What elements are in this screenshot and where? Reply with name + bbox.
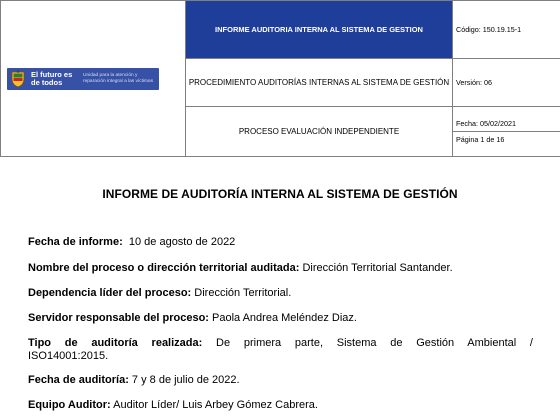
document-version: Versión: 06 <box>453 59 560 107</box>
document-code: Código: 150.19.15-1 <box>453 1 560 59</box>
field-value: Auditor Líder/ Luis Arbey Gómez Cabrera. <box>113 399 318 411</box>
field-value: ISO14001:2015. <box>28 350 109 362</box>
field-audit-type-continued <box>28 350 533 363</box>
document-date: Fecha: 05/02/2021 <box>453 114 560 132</box>
logo-entity-name: Unidad para la atención y reparación integral a las víctimas <box>83 73 154 84</box>
field-label: Nombre del proceso o dirección territorial auditada: <box>28 262 300 274</box>
field-value: De primera parte, Sistema de Gestión Ambiental / <box>216 337 533 349</box>
procedure-name: PROCEDIMIENTO AUDITORÍAS INTERNAS AL SISTEMA DE GESTIÓN <box>186 59 453 107</box>
field-label: Fecha de auditoría: <box>28 374 129 386</box>
field-value: Dirección Territorial Santander. <box>302 262 453 274</box>
field-label: Tipo de auditoría realizada: <box>28 337 203 349</box>
report-title-cell: INFORME AUDITORIA INTERNA AL SISTEMA DE GESTION <box>186 1 453 59</box>
field-responsible-official <box>28 312 533 325</box>
date-page-cell <box>453 107 560 157</box>
field-report-date <box>28 236 533 249</box>
field-audit-team <box>28 399 533 412</box>
field-audit-type <box>28 337 533 350</box>
entity-logo <box>7 68 159 90</box>
field-value: 10 de agosto de 2022 <box>128 236 236 248</box>
field-audited-process <box>28 262 533 275</box>
document-header <box>0 0 560 157</box>
logo-cell <box>1 1 186 157</box>
coat-of-arms-icon <box>11 70 25 88</box>
document-title: INFORME DE AUDITORÍA INTERNA AL SISTEMA DE GESTIÓN <box>102 187 458 201</box>
process-name: PROCESO EVALUACIÓN INDEPENDIENTE <box>186 107 453 157</box>
field-lead-dependency <box>28 287 533 300</box>
field-label: Fecha de informe: <box>28 236 123 248</box>
field-label: Dependencia líder del proceso: <box>28 287 192 299</box>
page-number: Página 1 de 16 <box>456 135 505 144</box>
logo-slogan: El futuro es de todos <box>31 69 73 87</box>
field-audit-date <box>28 374 533 387</box>
field-value: Dirección Territorial. <box>194 287 292 299</box>
field-value: 7 y 8 de julio de 2022. <box>131 374 240 386</box>
field-label: Equipo Auditor: <box>28 399 111 411</box>
field-label: Servidor responsable del proceso: <box>28 312 209 324</box>
field-value: Paola Andrea Meléndez Diaz. <box>212 312 357 324</box>
